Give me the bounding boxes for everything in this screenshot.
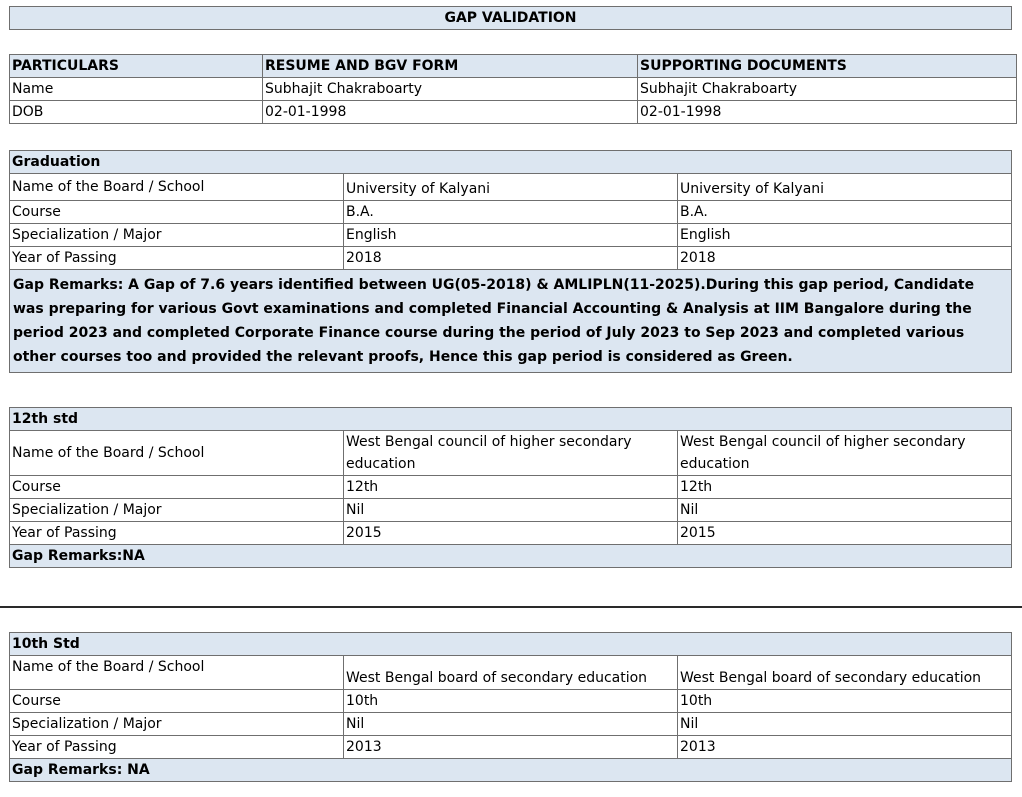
- resume-value: 02-01-1998: [263, 101, 638, 124]
- gap-remarks-12th: Gap Remarks:NA: [10, 545, 1012, 568]
- docs-value: 12th: [678, 476, 1012, 499]
- resume-value: 2013: [344, 736, 678, 759]
- table-row: [10, 201, 1012, 224]
- resume-value: 12th: [344, 476, 678, 499]
- graduation-block: [9, 150, 1012, 373]
- row-label: Name of the Board / School: [10, 431, 344, 476]
- row-label: Course: [10, 690, 344, 713]
- header-supporting-docs: SUPPORTING DOCUMENTS: [638, 55, 1017, 78]
- resume-value: 2018: [344, 247, 678, 270]
- row-label: DOB: [10, 101, 263, 124]
- section-heading-graduation: Graduation: [10, 151, 1012, 174]
- table-row: [10, 522, 1012, 545]
- resume-value: Nil: [344, 499, 678, 522]
- header-particulars: PARTICULARS: [10, 55, 263, 78]
- resume-value: B.A.: [344, 201, 678, 224]
- row-label: Specialization / Major: [10, 224, 344, 247]
- docs-value: Subhajit Chakraboarty: [638, 78, 1017, 101]
- table-row: [10, 101, 1017, 124]
- resume-value: Nil: [344, 713, 678, 736]
- table-header-row: [10, 55, 1017, 78]
- tenth-table: [9, 632, 1012, 782]
- tenth-block: [9, 632, 1012, 782]
- row-label: Year of Passing: [10, 247, 344, 270]
- table-row: [10, 499, 1012, 522]
- section-heading-10th: 10th Std: [10, 633, 1012, 656]
- twelfth-block: [9, 407, 1012, 568]
- personal-table: [9, 54, 1017, 124]
- docs-value: English: [678, 224, 1012, 247]
- docs-value: 10th: [678, 690, 1012, 713]
- header-resume-bgv: RESUME AND BGV FORM: [263, 55, 638, 78]
- docs-value: West Bengal council of higher secondary education: [678, 431, 1012, 476]
- row-label: Course: [10, 201, 344, 224]
- docs-value: 2013: [678, 736, 1012, 759]
- graduation-table: [9, 150, 1012, 373]
- gap-remarks-10th: Gap Remarks: NA: [10, 759, 1012, 782]
- resume-value: University of Kalyani: [344, 174, 678, 201]
- table-row: [10, 713, 1012, 736]
- docs-value: 02-01-1998: [638, 101, 1017, 124]
- docs-value: 2018: [678, 247, 1012, 270]
- personal-table-block: [9, 54, 1012, 124]
- table-row: [10, 476, 1012, 499]
- row-label: Specialization / Major: [10, 499, 344, 522]
- section-heading-12th: 12th std: [10, 408, 1012, 431]
- row-label: Course: [10, 476, 344, 499]
- docs-value: West Bengal board of secondary education: [678, 656, 1012, 690]
- resume-value: 10th: [344, 690, 678, 713]
- gap-remarks-graduation: Gap Remarks: A Gap of 7.6 years identified between UG(05-2018) & AMLIPLN(11-2025).During this gap period, Candidate was preparing for various Govt examinations and completed Financial Accounting & Analysis at IIM Bangalore during the period 2023 and completed Corporate Finance course during the period of July 2023 to Sep 2023 and completed various other courses too and provided the relevant proofs, Hence this gap period is considered as Green.: [10, 270, 1012, 373]
- row-label: Name: [10, 78, 263, 101]
- table-row: [10, 174, 1012, 201]
- row-label: Specialization / Major: [10, 713, 344, 736]
- table-row: [10, 736, 1012, 759]
- twelfth-table: [9, 407, 1012, 568]
- resume-value: West Bengal board of secondary education: [344, 656, 678, 690]
- table-row: [10, 690, 1012, 713]
- row-label: Name of the Board / School: [10, 656, 344, 690]
- docs-value: B.A.: [678, 201, 1012, 224]
- row-label: Year of Passing: [10, 522, 344, 545]
- table-row: [10, 247, 1012, 270]
- table-row: [10, 431, 1012, 476]
- docs-value: 2015: [678, 522, 1012, 545]
- resume-value: English: [344, 224, 678, 247]
- table-row: [10, 656, 1012, 690]
- resume-value: West Bengal council of higher secondary education: [344, 431, 678, 476]
- docs-value: Nil: [678, 713, 1012, 736]
- section-divider: [0, 606, 1022, 608]
- table-row: [10, 78, 1017, 101]
- row-label: Name of the Board / School: [10, 174, 344, 201]
- docs-value: University of Kalyani: [678, 174, 1012, 201]
- page-title: GAP VALIDATION: [9, 6, 1012, 30]
- table-row: [10, 224, 1012, 247]
- docs-value: Nil: [678, 499, 1012, 522]
- resume-value: Subhajit Chakraboarty: [263, 78, 638, 101]
- resume-value: 2015: [344, 522, 678, 545]
- row-label: Year of Passing: [10, 736, 344, 759]
